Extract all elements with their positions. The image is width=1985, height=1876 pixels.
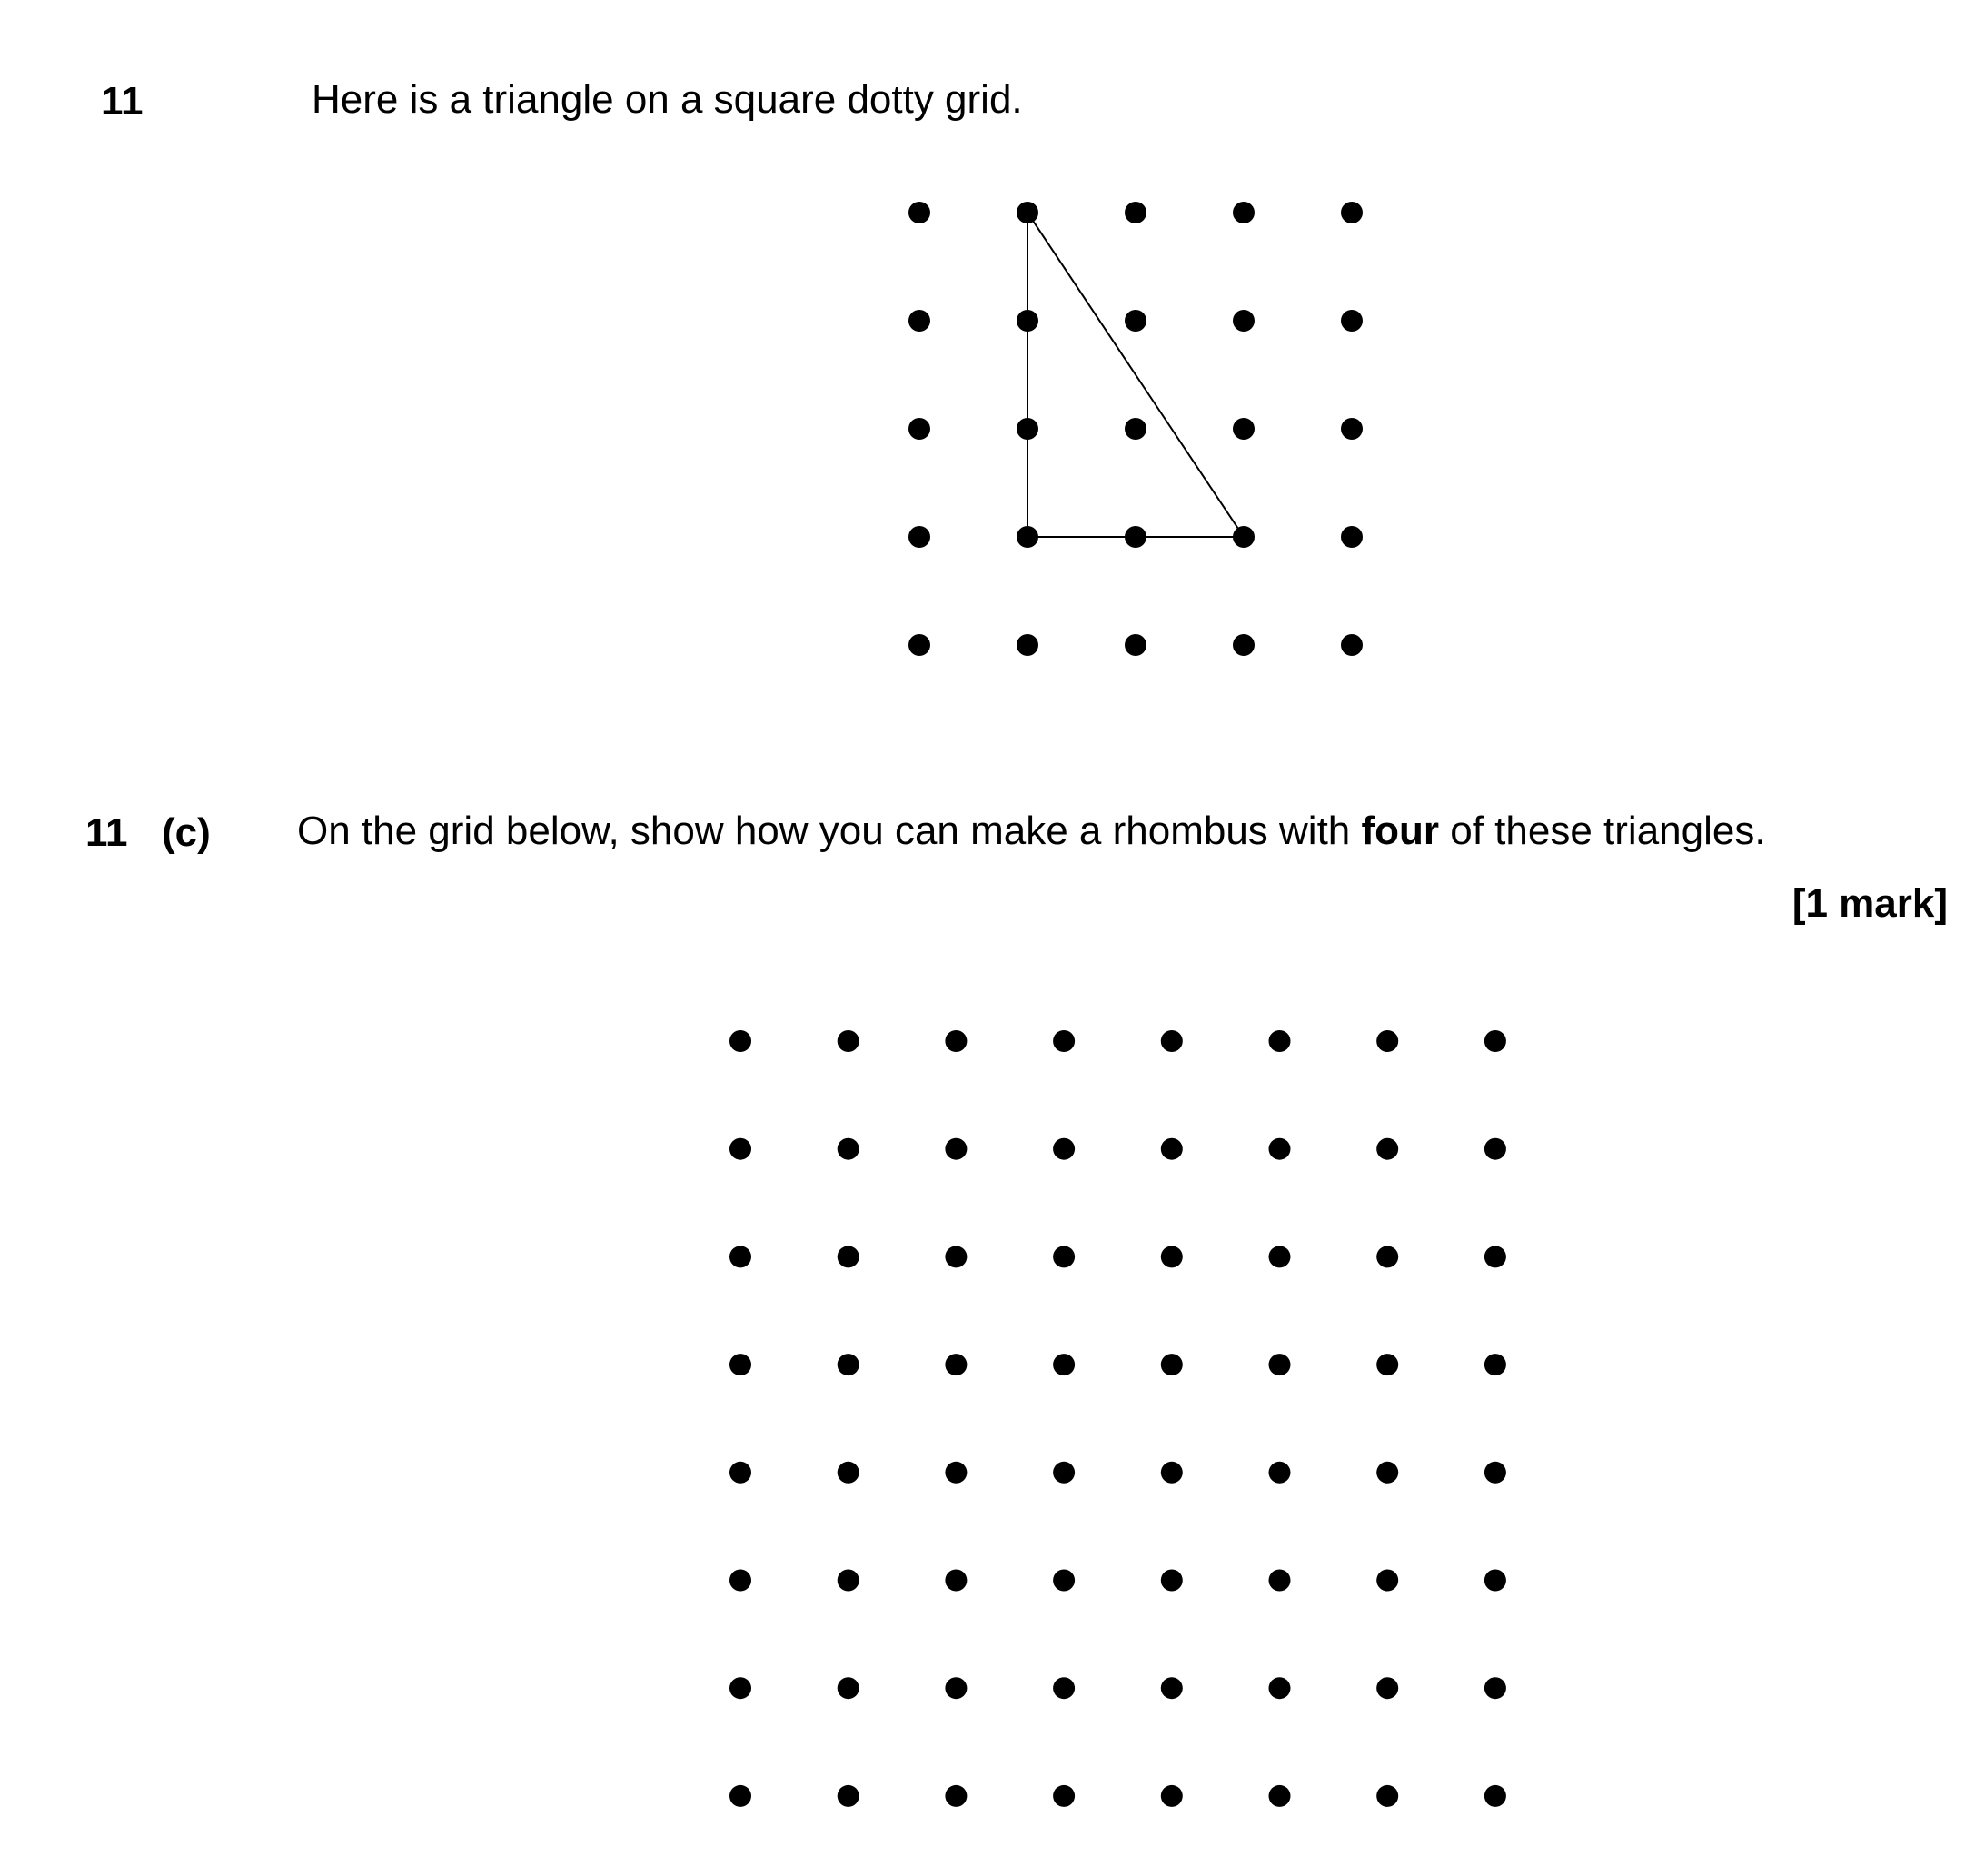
- answer-grid-dot: [1053, 1677, 1075, 1699]
- question-intro-text: Here is a triangle on a square dotty grid.: [312, 77, 1023, 122]
- answer-grid-dot: [945, 1677, 967, 1699]
- answer-grid-dot: [1161, 1354, 1183, 1375]
- answer-grid-dot: [838, 1030, 859, 1052]
- answer-grid-dot: [729, 1354, 751, 1375]
- answer-grid-dot: [729, 1030, 751, 1052]
- answer-grid-dot: [1484, 1030, 1506, 1052]
- answer-grid-dot: [1484, 1138, 1506, 1160]
- answer-grid-dot: [1161, 1677, 1183, 1699]
- answer-grid-dot: [1376, 1570, 1398, 1592]
- answer-grid-dot: [1269, 1246, 1291, 1267]
- marks-label: [1 mark]: [1791, 881, 1948, 926]
- answer-grid-dot: [1376, 1138, 1398, 1160]
- answer-grid-dot: [945, 1785, 967, 1807]
- answer-grid-dot: [1376, 1030, 1398, 1052]
- answer-grid-dot: [729, 1785, 751, 1807]
- answer-grid-dot: [729, 1570, 751, 1592]
- answer-grid-dot: [1269, 1677, 1291, 1699]
- answer-grid-dot: [1053, 1354, 1075, 1375]
- answer-grid-dot: [1269, 1462, 1291, 1484]
- answer-grid-dot: [1376, 1785, 1398, 1807]
- answer-grid-dot: [838, 1570, 859, 1592]
- answer-grid-dot: [1484, 1785, 1506, 1807]
- answer-grid-dot: [945, 1138, 967, 1160]
- answer-grid-dot: [838, 1677, 859, 1699]
- instruction-bold-word: four: [1361, 809, 1440, 853]
- instruction-text-after: of these triangles.: [1439, 809, 1766, 853]
- question-number: 11: [101, 79, 144, 124]
- answer-grid-dot: [1053, 1246, 1075, 1267]
- answer-grid-dot: [945, 1030, 967, 1052]
- answer-grid-dot: [945, 1462, 967, 1484]
- answer-grid-dot: [1484, 1677, 1506, 1699]
- answer-grid-dot: [1376, 1677, 1398, 1699]
- answer-grid-dot: [729, 1246, 751, 1267]
- answer-grid-dot: [838, 1462, 859, 1484]
- part-question-number: 11: [85, 810, 128, 855]
- answer-grid-dot: [729, 1677, 751, 1699]
- answer-grid-dot: [1053, 1570, 1075, 1592]
- answer-grid-dot: [1376, 1354, 1398, 1375]
- answer-grid-dot: [1269, 1354, 1291, 1375]
- answer-grid-dot: [1484, 1354, 1506, 1375]
- answer-grid-dot: [729, 1138, 751, 1160]
- answer-grid-dot: [1053, 1785, 1075, 1807]
- answer-grid-dot: [1269, 1030, 1291, 1052]
- answer-grid-dot: [945, 1246, 967, 1267]
- answer-grid-dot: [1161, 1138, 1183, 1160]
- answer-grid-dot: [1053, 1462, 1075, 1484]
- answer-grid-dot: [945, 1354, 967, 1375]
- answer-grid-dot: [1484, 1246, 1506, 1267]
- instruction-text-before: On the grid below, show how you can make a rhombus with: [297, 809, 1362, 853]
- answer-grid-dot: [729, 1462, 751, 1484]
- answer-grid-dot: [838, 1246, 859, 1267]
- answer-grid-dot: [1269, 1138, 1291, 1160]
- answer-grid-dot: [1161, 1785, 1183, 1807]
- answer-grid-dot: [1376, 1462, 1398, 1484]
- answer-grid-dot: [838, 1138, 859, 1160]
- answer-grid-dot: [1269, 1785, 1291, 1807]
- answer-grid-dot: [1161, 1570, 1183, 1592]
- answer-grid-dot: [1484, 1462, 1506, 1484]
- answer-grid-dot: [1053, 1030, 1075, 1052]
- answer-grid-dot: [1484, 1570, 1506, 1592]
- answer-grid-dot: [1269, 1570, 1291, 1592]
- answer-grid-dot: [1053, 1138, 1075, 1160]
- answer-grid-dot: [1161, 1462, 1183, 1484]
- answer-grid-dot: [1161, 1246, 1183, 1267]
- part-label: (c): [162, 810, 211, 855]
- answer-grid-dot: [1161, 1030, 1183, 1052]
- answer-grid-dot: [1376, 1246, 1398, 1267]
- answer-grid-dot: [838, 1354, 859, 1375]
- answer-grid-dot: [945, 1570, 967, 1592]
- answer-grid-dot: [838, 1785, 859, 1807]
